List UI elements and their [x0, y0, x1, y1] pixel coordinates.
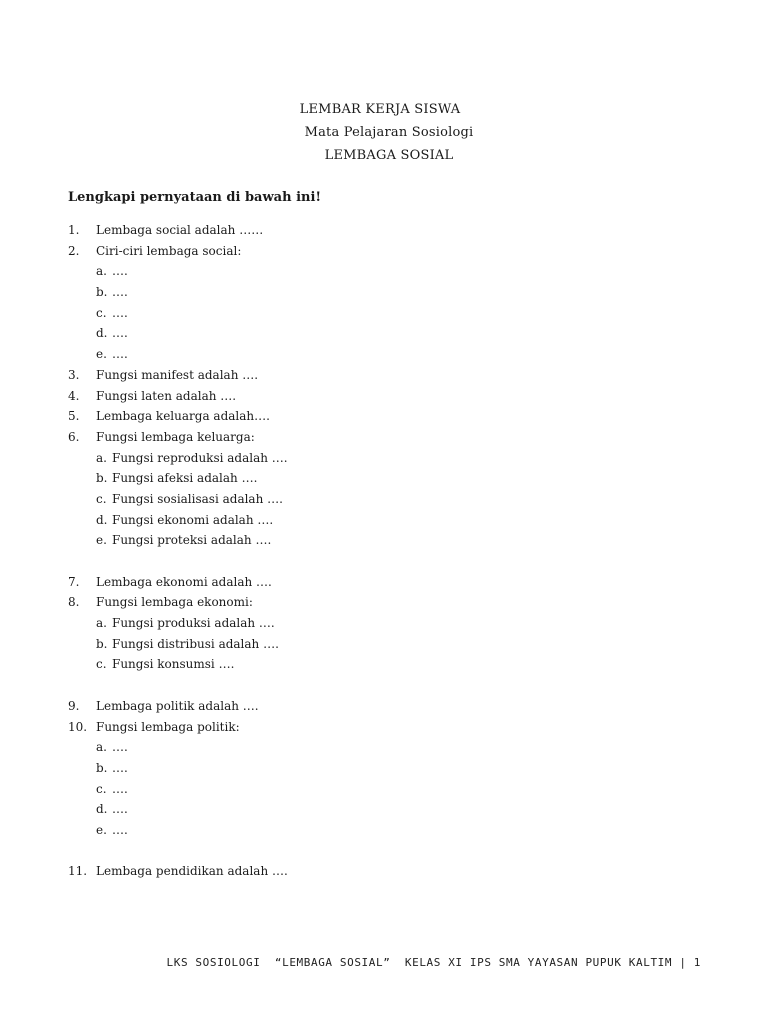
sub-question-item — [68, 737, 728, 758]
item-number: c. — [96, 305, 107, 320]
item-text: …. — [112, 285, 128, 300]
question-item — [68, 572, 728, 593]
question-item — [68, 365, 728, 386]
question-item — [68, 717, 728, 738]
item-text: Fungsi distribusi adalah …. — [112, 636, 279, 651]
item-text: Ciri-ciri lembaga social: — [96, 243, 242, 258]
list-spacer — [68, 841, 728, 862]
sub-question-item — [68, 344, 728, 365]
sub-question-item — [68, 468, 728, 489]
item-number: b. — [96, 760, 108, 775]
item-number: 6. — [68, 429, 80, 444]
question-item — [68, 427, 728, 448]
sub-question-item — [68, 799, 728, 820]
item-text: …. — [112, 781, 128, 796]
item-number: a. — [96, 616, 107, 631]
sub-question-item — [68, 261, 728, 282]
item-text: Lembaga pendidikan adalah …. — [96, 864, 288, 879]
item-number: d. — [96, 802, 108, 817]
item-number: 7. — [68, 574, 80, 589]
sub-question-item — [68, 820, 728, 841]
item-number: 9. — [68, 698, 80, 713]
sub-question-item — [68, 489, 728, 510]
sub-question-item — [68, 323, 728, 344]
instruction-text: Lengkapi pernyataan di bawah ini! — [68, 190, 322, 205]
item-number: a. — [96, 264, 107, 279]
item-number: 4. — [68, 388, 80, 403]
item-number: c. — [96, 657, 107, 672]
item-text: …. — [112, 305, 128, 320]
sub-question-item — [68, 758, 728, 779]
item-text: Fungsi reproduksi adalah …. — [112, 450, 288, 465]
sub-question-item — [68, 282, 728, 303]
sub-question-item — [68, 448, 728, 469]
worksheet-header — [0, 98, 768, 167]
item-text: …. — [112, 347, 128, 362]
sub-question-item — [68, 510, 728, 531]
item-text: Fungsi lembaga ekonomi: — [96, 595, 253, 610]
item-number: 2. — [68, 243, 80, 258]
item-text: Fungsi proteksi adalah …. — [112, 533, 272, 548]
item-text: Fungsi afeksi adalah …. — [112, 471, 258, 486]
item-number: b. — [96, 636, 108, 651]
sub-question-item — [68, 654, 728, 675]
item-number: e. — [96, 822, 107, 837]
question-item — [68, 406, 728, 427]
item-text: Fungsi lembaga politik: — [96, 719, 240, 734]
question-item — [68, 386, 728, 407]
item-text: …. — [112, 326, 128, 341]
item-text: Fungsi laten adalah …. — [96, 388, 237, 403]
item-number: 10. — [68, 719, 88, 734]
item-text: Fungsi ekonomi adalah …. — [112, 512, 274, 527]
item-text: Lembaga politik adalah …. — [96, 698, 259, 713]
topic-label: LEMBAGA SOSIAL — [324, 148, 454, 163]
question-list — [68, 220, 728, 882]
item-number: a. — [96, 450, 107, 465]
item-number: a. — [96, 740, 107, 755]
item-text: Fungsi manifest adalah …. — [96, 367, 259, 382]
sub-question-item — [68, 634, 728, 655]
item-text: Lembaga keluarga adalah…. — [96, 409, 270, 424]
subject-label: Mata Pelajaran Sosiologi — [304, 125, 474, 140]
item-number: 8. — [68, 595, 80, 610]
sub-question-item — [68, 530, 728, 551]
item-text: …. — [112, 760, 128, 775]
question-item — [68, 861, 728, 882]
item-number: 3. — [68, 367, 80, 382]
item-text: Fungsi produksi adalah …. — [112, 616, 275, 631]
item-number: d. — [96, 326, 108, 341]
item-text: Lembaga social adalah …… — [96, 223, 264, 237]
list-spacer — [68, 675, 728, 696]
item-text: Fungsi sosialisasi adalah …. — [112, 491, 283, 506]
question-item — [68, 592, 728, 613]
sub-question-item — [68, 303, 728, 324]
item-text: Fungsi lembaga keluarga: — [96, 429, 255, 444]
item-text: …. — [112, 264, 128, 279]
item-number: 11. — [68, 864, 88, 879]
item-text: Lembaga ekonomi adalah …. — [96, 574, 272, 589]
worksheet-title: LEMBAR KERJA SISWA — [299, 102, 461, 117]
question-item — [68, 241, 728, 262]
item-text: Fungsi konsumsi …. — [112, 657, 235, 672]
item-text: …. — [112, 740, 128, 755]
item-number: b. — [96, 285, 108, 300]
sub-question-item — [68, 779, 728, 800]
item-number: e. — [96, 533, 107, 548]
item-number: c. — [96, 781, 107, 796]
list-spacer — [68, 551, 728, 572]
item-number: c. — [96, 491, 107, 506]
item-text: …. — [112, 802, 128, 817]
sub-question-item — [68, 613, 728, 634]
question-item — [68, 220, 728, 241]
question-item — [68, 696, 728, 717]
item-number: 1. — [68, 223, 80, 237]
item-text: …. — [112, 822, 128, 837]
item-number: 5. — [68, 409, 80, 424]
item-number: d. — [96, 512, 108, 527]
item-number: e. — [96, 347, 107, 362]
page-footer: LKS SOSIOLOGI “LEMBAGA SOSIAL” KELAS XI IPS SMA YAYASAN PUPUK KALTIM | 1 — [166, 956, 701, 969]
item-number: b. — [96, 471, 108, 486]
